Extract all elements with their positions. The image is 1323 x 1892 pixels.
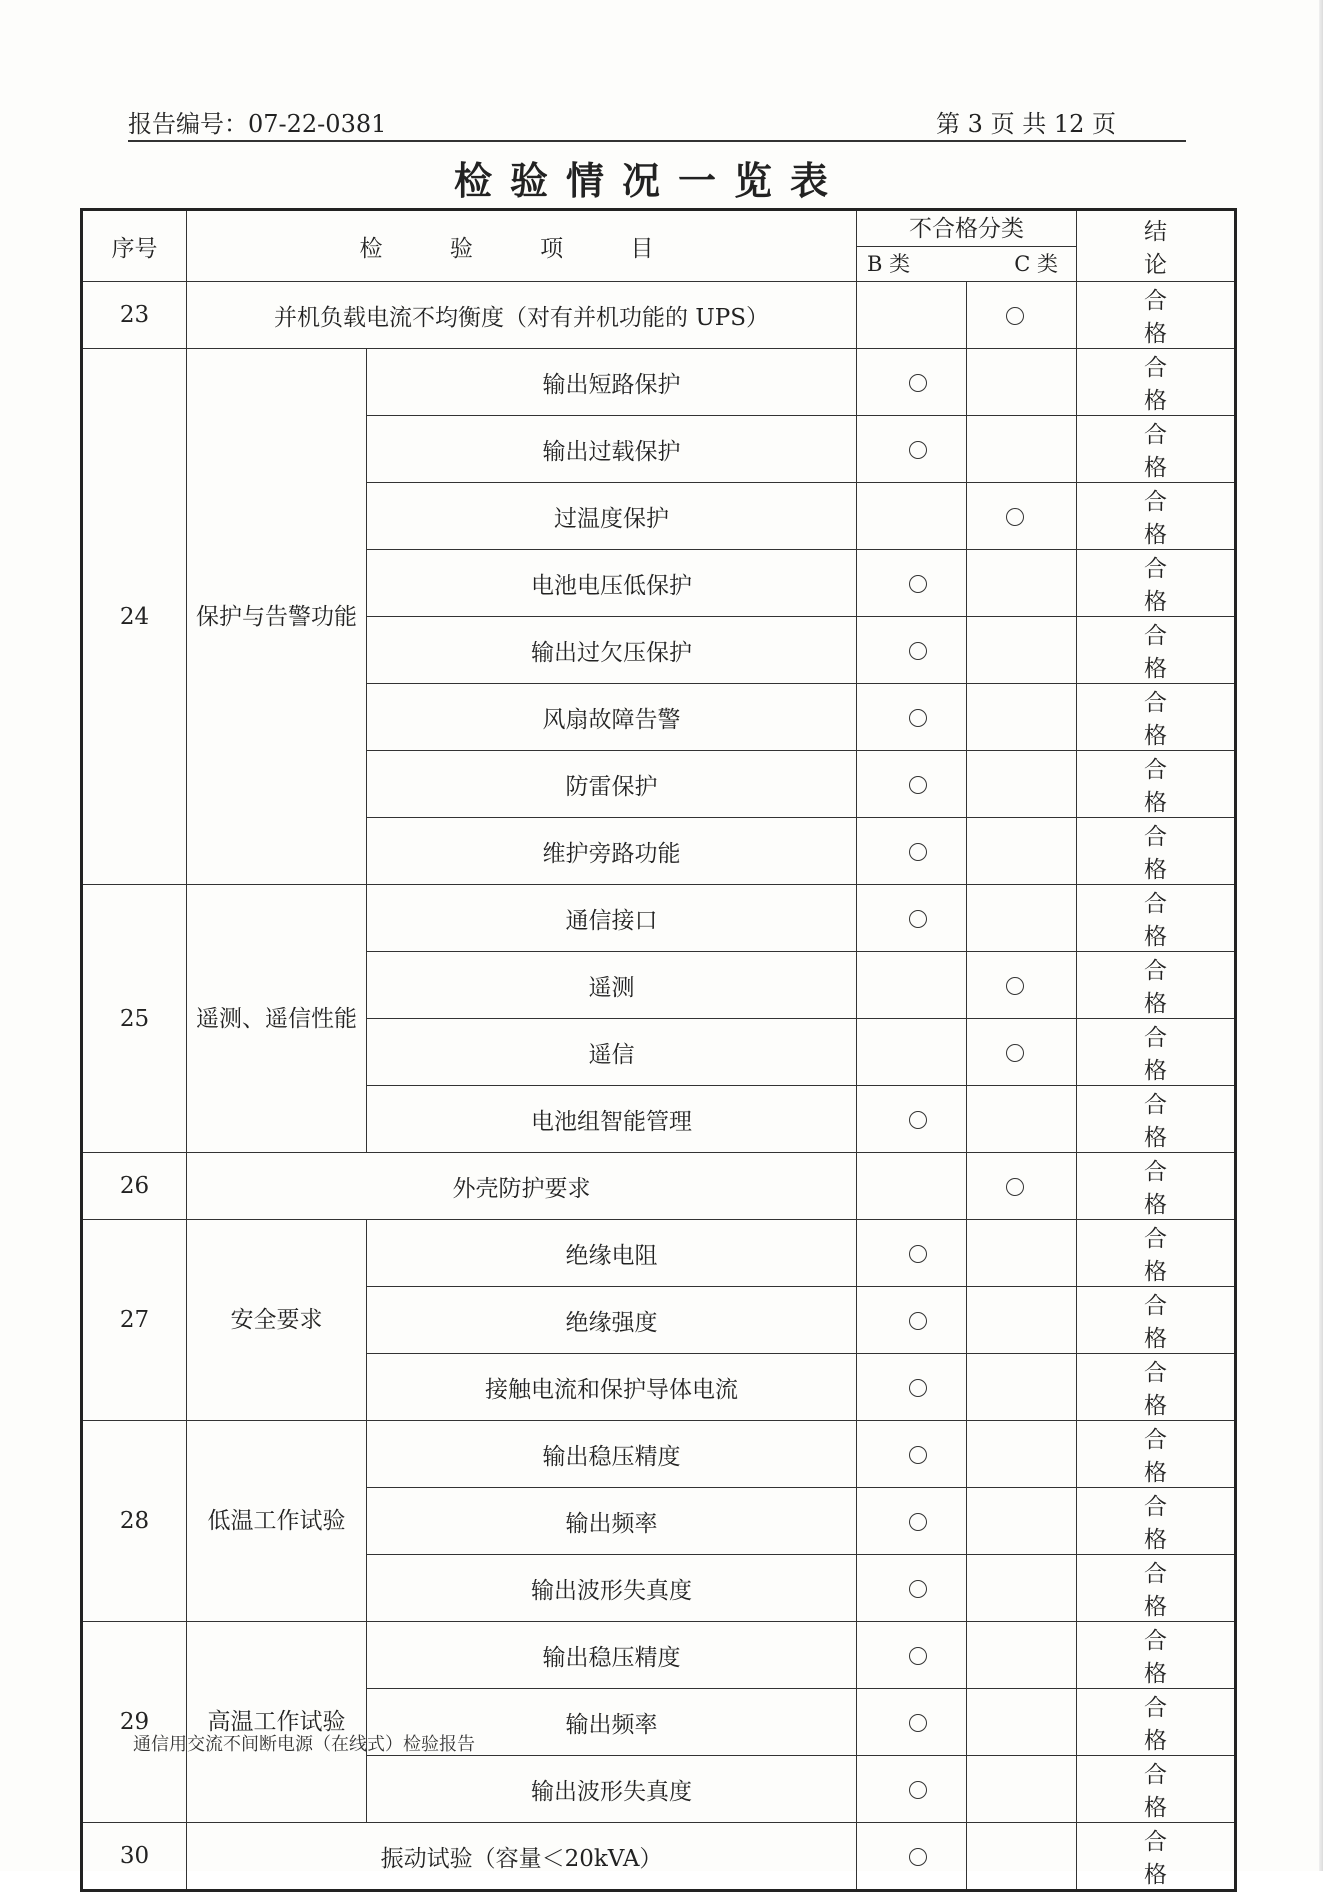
row-result: 合 格 (1077, 1019, 1236, 1086)
class-c-cell (967, 1354, 1077, 1421)
class-c-cell (967, 1555, 1077, 1622)
class-c-cell (967, 952, 1077, 1019)
class-c-cell (967, 818, 1077, 885)
circle-mark-icon (909, 1647, 927, 1665)
row-seq: 30 (82, 1823, 187, 1891)
circle-mark-icon (909, 1513, 927, 1531)
class-b-cell (857, 1488, 967, 1555)
class-c-cell (967, 1421, 1077, 1488)
row-result: 合 格 (1077, 349, 1236, 416)
row-seq: 24 (82, 349, 187, 885)
row-item: 输出短路保护 (367, 349, 857, 416)
row-item: 输出频率 (367, 1488, 857, 1555)
circle-mark-icon (909, 575, 927, 593)
circle-mark-icon (909, 1580, 927, 1598)
class-c-cell (967, 1287, 1077, 1354)
row-item: 输出过欠压保护 (367, 617, 857, 684)
row-result: 合 格 (1077, 416, 1236, 483)
class-c-cell (967, 1220, 1077, 1287)
class-c-cell (967, 1086, 1077, 1153)
circle-mark-icon (1006, 1044, 1024, 1062)
class-b-cell (857, 1287, 967, 1354)
class-c-cell (967, 1153, 1077, 1220)
class-c-cell (967, 1622, 1077, 1689)
class-b-cell (857, 1622, 967, 1689)
class-c-cell (967, 1019, 1077, 1086)
row-result: 合 格 (1077, 1220, 1236, 1287)
circle-mark-icon (909, 1111, 927, 1129)
circle-mark-icon (909, 1714, 927, 1732)
circle-mark-icon (1006, 1178, 1024, 1196)
circle-mark-icon (1006, 307, 1024, 325)
page-title: 检验情况一览表 (453, 159, 846, 203)
header-class-bc (857, 247, 1076, 281)
row-group: 低温工作试验 (187, 1421, 367, 1622)
class-b-cell (857, 483, 967, 550)
row-result: 合 格 (1077, 1488, 1236, 1555)
row-item: 绝缘电阻 (367, 1220, 857, 1287)
class-c-cell (967, 550, 1077, 617)
class-c-cell (967, 483, 1077, 550)
row-item: 输出稳压精度 (367, 1421, 857, 1488)
row-item: 绝缘强度 (367, 1287, 857, 1354)
class-c-cell (967, 684, 1077, 751)
row-item: 输出稳压精度 (367, 1622, 857, 1689)
row-result: 合 格 (1077, 1086, 1236, 1153)
row-result: 合 格 (1077, 1153, 1236, 1220)
row-group: 保护与告警功能 (187, 349, 367, 885)
row-result: 合 格 (1077, 952, 1236, 1019)
table-row (82, 1220, 1236, 1287)
row-seq: 27 (82, 1220, 187, 1421)
row-item: 遥信 (367, 1019, 857, 1086)
class-c-cell (967, 1689, 1077, 1756)
row-item: 输出频率 (367, 1689, 857, 1756)
row-result: 合 格 (1077, 1756, 1236, 1823)
class-b-cell (857, 1823, 967, 1891)
class-b-cell (857, 684, 967, 751)
table-row (82, 1622, 1236, 1689)
row-group: 高温工作试验 (187, 1622, 367, 1823)
header-class-b: B 类 (867, 251, 911, 276)
row-result: 合 格 (1077, 1622, 1236, 1689)
class-c-cell (967, 617, 1077, 684)
class-b-cell (857, 1555, 967, 1622)
class-c-cell (967, 282, 1077, 349)
row-item: 电池电压低保护 (367, 550, 857, 617)
table-header-row (82, 210, 1236, 282)
class-b-cell (857, 1220, 967, 1287)
row-result: 合 格 (1077, 1689, 1236, 1756)
class-c-cell (967, 1823, 1077, 1891)
row-item: 并机负载电流不均衡度（对有并机功能的 UPS） (187, 282, 857, 349)
class-b-cell (857, 1689, 967, 1756)
row-item: 通信接口 (367, 885, 857, 952)
class-b-cell (857, 1354, 967, 1421)
header-nonconform-class (857, 210, 1077, 282)
row-group: 安全要求 (187, 1220, 367, 1421)
table-row (82, 282, 1236, 349)
class-b-cell (857, 952, 967, 1019)
circle-mark-icon (909, 776, 927, 794)
circle-mark-icon (1006, 508, 1024, 526)
scan-edge (1319, 0, 1323, 1871)
report-number: 报告编号：07-22-0381 (128, 110, 387, 138)
inspection-table (80, 208, 1237, 1892)
row-seq: 29 (82, 1622, 187, 1823)
row-item: 接触电流和保护导体电流 (367, 1354, 857, 1421)
row-result: 合 格 (1077, 282, 1236, 349)
table-row (82, 349, 1236, 416)
row-item: 维护旁路功能 (367, 818, 857, 885)
header-seq: 序号 (82, 210, 187, 282)
row-result: 合 格 (1077, 684, 1236, 751)
row-item: 风扇故障告警 (367, 684, 857, 751)
class-b-cell (857, 1756, 967, 1823)
circle-mark-icon (1006, 977, 1024, 995)
row-item: 遥测 (367, 952, 857, 1019)
page-info: 第 3 页 共 12 页 (936, 110, 1116, 138)
circle-mark-icon (909, 843, 927, 861)
circle-mark-icon (909, 374, 927, 392)
circle-mark-icon (909, 1379, 927, 1397)
row-result: 合 格 (1077, 550, 1236, 617)
class-b-cell (857, 1153, 967, 1220)
table-row (82, 1421, 1236, 1488)
row-result: 合 格 (1077, 483, 1236, 550)
class-b-cell (857, 1086, 967, 1153)
row-result: 合 格 (1077, 1823, 1236, 1891)
class-b-cell (857, 617, 967, 684)
circle-mark-icon (909, 1446, 927, 1464)
class-c-cell (967, 349, 1077, 416)
row-item: 输出过载保护 (367, 416, 857, 483)
table-row (82, 885, 1236, 952)
row-result: 合 格 (1077, 1287, 1236, 1354)
circle-mark-icon (909, 1245, 927, 1263)
row-item: 输出波形失真度 (367, 1555, 857, 1622)
class-b-cell (857, 550, 967, 617)
row-result: 合 格 (1077, 1421, 1236, 1488)
class-c-cell (967, 885, 1077, 952)
class-b-cell (857, 416, 967, 483)
circle-mark-icon (909, 910, 927, 928)
circle-mark-icon (909, 1312, 927, 1330)
class-b-cell (857, 818, 967, 885)
row-result: 合 格 (1077, 1354, 1236, 1421)
page-footer: 通信用交流不间断电源（在线式）检验报告 (133, 1734, 475, 1755)
row-item: 电池组智能管理 (367, 1086, 857, 1153)
table-row (82, 1823, 1236, 1891)
row-result: 合 格 (1077, 885, 1236, 952)
table-row (82, 1153, 1236, 1220)
row-group: 遥测、遥信性能 (187, 885, 367, 1153)
row-result: 合 格 (1077, 751, 1236, 818)
row-seq: 23 (82, 282, 187, 349)
row-seq: 25 (82, 885, 187, 1153)
row-result: 合 格 (1077, 1555, 1236, 1622)
header-nonconform: 不合格分类 (857, 212, 1076, 247)
row-result: 合 格 (1077, 818, 1236, 885)
circle-mark-icon (909, 1781, 927, 1799)
class-c-cell (967, 751, 1077, 818)
header-conclusion: 结 论 (1077, 210, 1236, 282)
row-seq: 26 (82, 1153, 187, 1220)
circle-mark-icon (909, 441, 927, 459)
class-c-cell (967, 416, 1077, 483)
circle-mark-icon (909, 709, 927, 727)
row-seq: 28 (82, 1421, 187, 1622)
row-item: 防雷保护 (367, 751, 857, 818)
header-class-c: C 类 (1014, 251, 1058, 276)
class-b-cell (857, 751, 967, 818)
class-b-cell (857, 1421, 967, 1488)
row-result: 合 格 (1077, 617, 1236, 684)
page-header (128, 100, 1186, 142)
class-b-cell (857, 1019, 967, 1086)
class-c-cell (967, 1756, 1077, 1823)
class-c-cell (967, 1488, 1077, 1555)
circle-mark-icon (909, 1848, 927, 1866)
circle-mark-icon (909, 642, 927, 660)
class-b-cell (857, 349, 967, 416)
row-item: 振动试验（容量＜20kVA） (187, 1823, 857, 1891)
class-b-cell (857, 282, 967, 349)
row-item: 外壳防护要求 (187, 1153, 857, 1220)
class-b-cell (857, 885, 967, 952)
header-item: 检 验 项 目 (187, 210, 857, 282)
row-item: 过温度保护 (367, 483, 857, 550)
row-item: 输出波形失真度 (367, 1756, 857, 1823)
